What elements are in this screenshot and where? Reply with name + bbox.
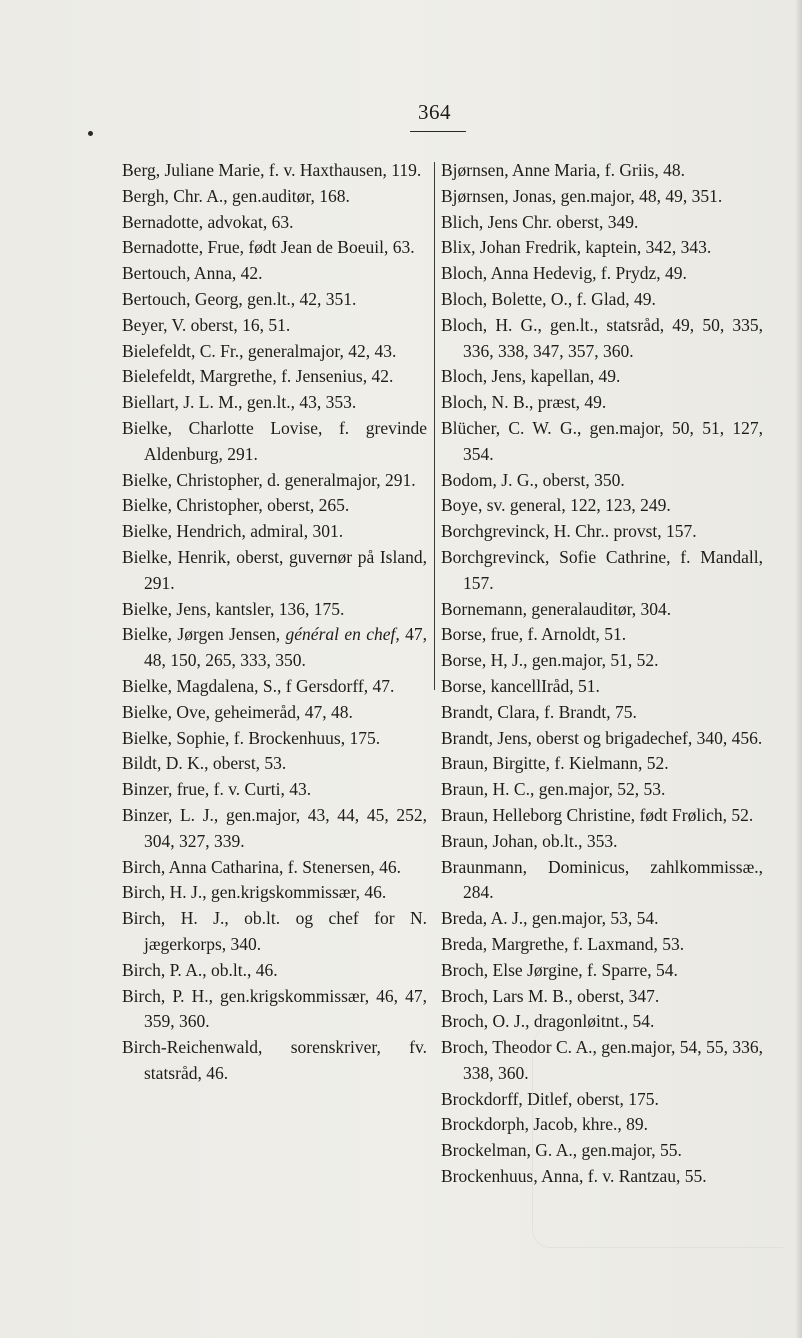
entry-title-italic: général en chef, [285,624,400,645]
index-entry: Binzer, frue, f. v. Curti, 43. [122,779,312,800]
index-entry: Broch, Else Jørgine, f. Sparre, 54. [441,959,678,980]
index-entry: Bielke, Charlotte Lovise, f. grevinde Aldenburg, 291. [122,417,427,464]
index-entry: Blich, Jens Chr. oberst, 349. [441,211,639,232]
index-entry: Bornemann, generalauditør, 304. [441,598,672,619]
index-entry: Bielke, Christopher, oberst, 265. [122,495,350,516]
index-entry: Brockdorph, Jacob, khre., 89. [441,1114,649,1135]
index-entry: Breda, Margrethe, f. Laxmand, 53. [441,933,685,954]
index-entry: Bergh, Chr. A., gen.auditør, 168. [122,185,350,206]
index-entry: Borse, frue, f. Arnoldt, 51. [441,624,627,645]
index-entry: Bloch, H. G., gen.lt., statsråd, 49, 50, 335, 336, 338, 347, 357, 360. [441,314,763,361]
index-entry: Brandt, Jens, oberst og brigadechef, 340, 456. [441,727,763,748]
entry-name: Bielke, Jørgen Jensen, [122,624,281,645]
page-edge-shadow [796,0,802,1338]
index-entry: Brockdorff, Ditlef, oberst, 175. [441,1088,659,1109]
index-entry: Birch, H. J., gen.krigskommissær, 46. [122,882,387,903]
entry-pages: 47, 48, 150, 265, 333, 350. [144,624,428,671]
index-entry: Birch, Anna Catharina, f. Stenersen, 46. [122,856,401,877]
index-entry: Bloch, Bolette, O., f. Glad, 49. [441,288,656,309]
index-entry: Braun, Johan, ob.lt., 353. [441,830,618,851]
index-entry: Borchgrevinck, Sofie Cathrine, f. Mandall, 157. [441,546,763,593]
index-entry: Brandt, Clara, f. Brandt, 75. [441,701,637,722]
index-entry-bielke-jorgen [122,622,427,674]
column-divider [434,162,435,690]
index-entry: Bloch, Jens, kapellan, 49. [441,366,621,387]
index-entry: Blücher, C. W. G., gen.major, 50, 51, 127, 354. [441,417,763,464]
index-entry: Bielke, Hendrich, admiral, 301. [122,521,344,542]
index-entry: Bjørnsen, Jonas, gen.major, 48, 49, 351. [441,185,723,206]
index-entry: Bielefeldt, C. Fr., generalmajor, 42, 43. [122,340,397,361]
index-entry: Berg, Juliane Marie, f. v. Haxthausen, 119. [122,160,422,180]
index-entry: Brockenhuus, Anna, f. v. Rantzau, 55. [441,1166,707,1187]
index-entry: Birch, P. A., ob.lt., 46. [122,959,278,980]
page-number: 364 [418,100,451,124]
index-entry: Broch, Lars M. B., oberst, 347. [441,985,660,1006]
index-entry: Bielke, Christopher, d. generalmajor, 291. [122,469,416,490]
index-entry: Bertouch, Georg, gen.lt., 42, 351. [122,288,357,309]
index-entry: Birch, H. J., ob.lt. og chef for N. jægerkorps, 340. [122,908,427,954]
index-entry: Bielke, Sophie, f. Brockenhuus, 175. [122,727,381,748]
index-entry: Birch-Reichenwald, sorenskriver, fv. statsråd, 46. [122,1037,427,1083]
index-entry: Broch, O. J., dragonløitnt., 54. [441,1011,655,1032]
index-entry: Boye, sv. general, 122, 123, 249. [441,495,671,516]
index-entry: Bertouch, Anna, 42. [122,263,263,284]
index-entry: Blix, Johan Fredrik, kaptein, 342, 343. [441,237,712,258]
page-number-rule [410,131,466,132]
paper-stain [532,1022,783,1248]
index-entry: Borchgrevinck, H. Chr.. provst, 157. [441,521,697,542]
index-entry: Bjørnsen, Anne Maria, f. Griis, 48. [441,160,685,180]
index-entry: Braun, Birgitte, f. Kielmann, 52. [441,753,669,774]
index-entry: Braun, Helleborg Christine, født Frølich, 52. [441,804,754,825]
index-entry: Breda, A. J., gen.major, 53, 54. [441,908,659,929]
index-entry: Binzer, L. J., gen.major, 43, 44, 45, 252, 304, 327, 339. [122,804,427,851]
index-column-left [122,158,427,1087]
index-entry: Broch, Theodor C. A., gen.major, 54, 55, 336, 338, 360. [441,1037,763,1083]
index-entry: Biellart, J. L. M., gen.lt., 43, 353. [122,392,357,413]
index-entry: Beyer, V. oberst, 16, 51. [122,314,291,335]
index-entry: Bloch, N. B., præst, 49. [441,392,607,413]
index-entry: Bielke, Ove, geheimeråd, 47, 48. [122,701,353,722]
index-entry: Borse, H, J., gen.major, 51, 52. [441,650,659,671]
index-entry: Braun, H. C., gen.major, 52, 53. [441,779,666,800]
index-entry: Bernadotte, advokat, 63. [122,211,294,232]
index-entry: Bielke, Magdalena, S., f Gersdorff, 47. [122,675,395,696]
index-entry: Birch, P. H., gen.krigskommissær, 46, 47, 359, 360. [122,985,427,1032]
index-entry: Brockelman, G. A., gen.major, 55. [441,1140,682,1161]
index-entry: Bielke, Henrik, oberst, guvernør på Island, 291. [122,546,427,593]
index-entry: Bodom, J. G., oberst, 350. [441,469,625,490]
index-entry: Bielke, Jens, kantsler, 136, 175. [122,598,345,619]
bullet-mark [88,131,93,136]
index-entry: Braunmann, Dominicus, zahlkommissæ., 284. [441,856,763,903]
index-entry: Bildt, D. K., oberst, 53. [122,753,287,774]
index-entry: Bloch, Anna Hedevig, f. Prydz, 49. [441,263,687,284]
index-entry: Borse, kancellIråd, 51. [441,675,600,696]
index-entry: Bielefeldt, Margrethe, f. Jensenius, 42. [122,366,394,387]
index-entry: Bernadotte, Frue, født Jean de Boeuil, 63. [122,237,415,258]
